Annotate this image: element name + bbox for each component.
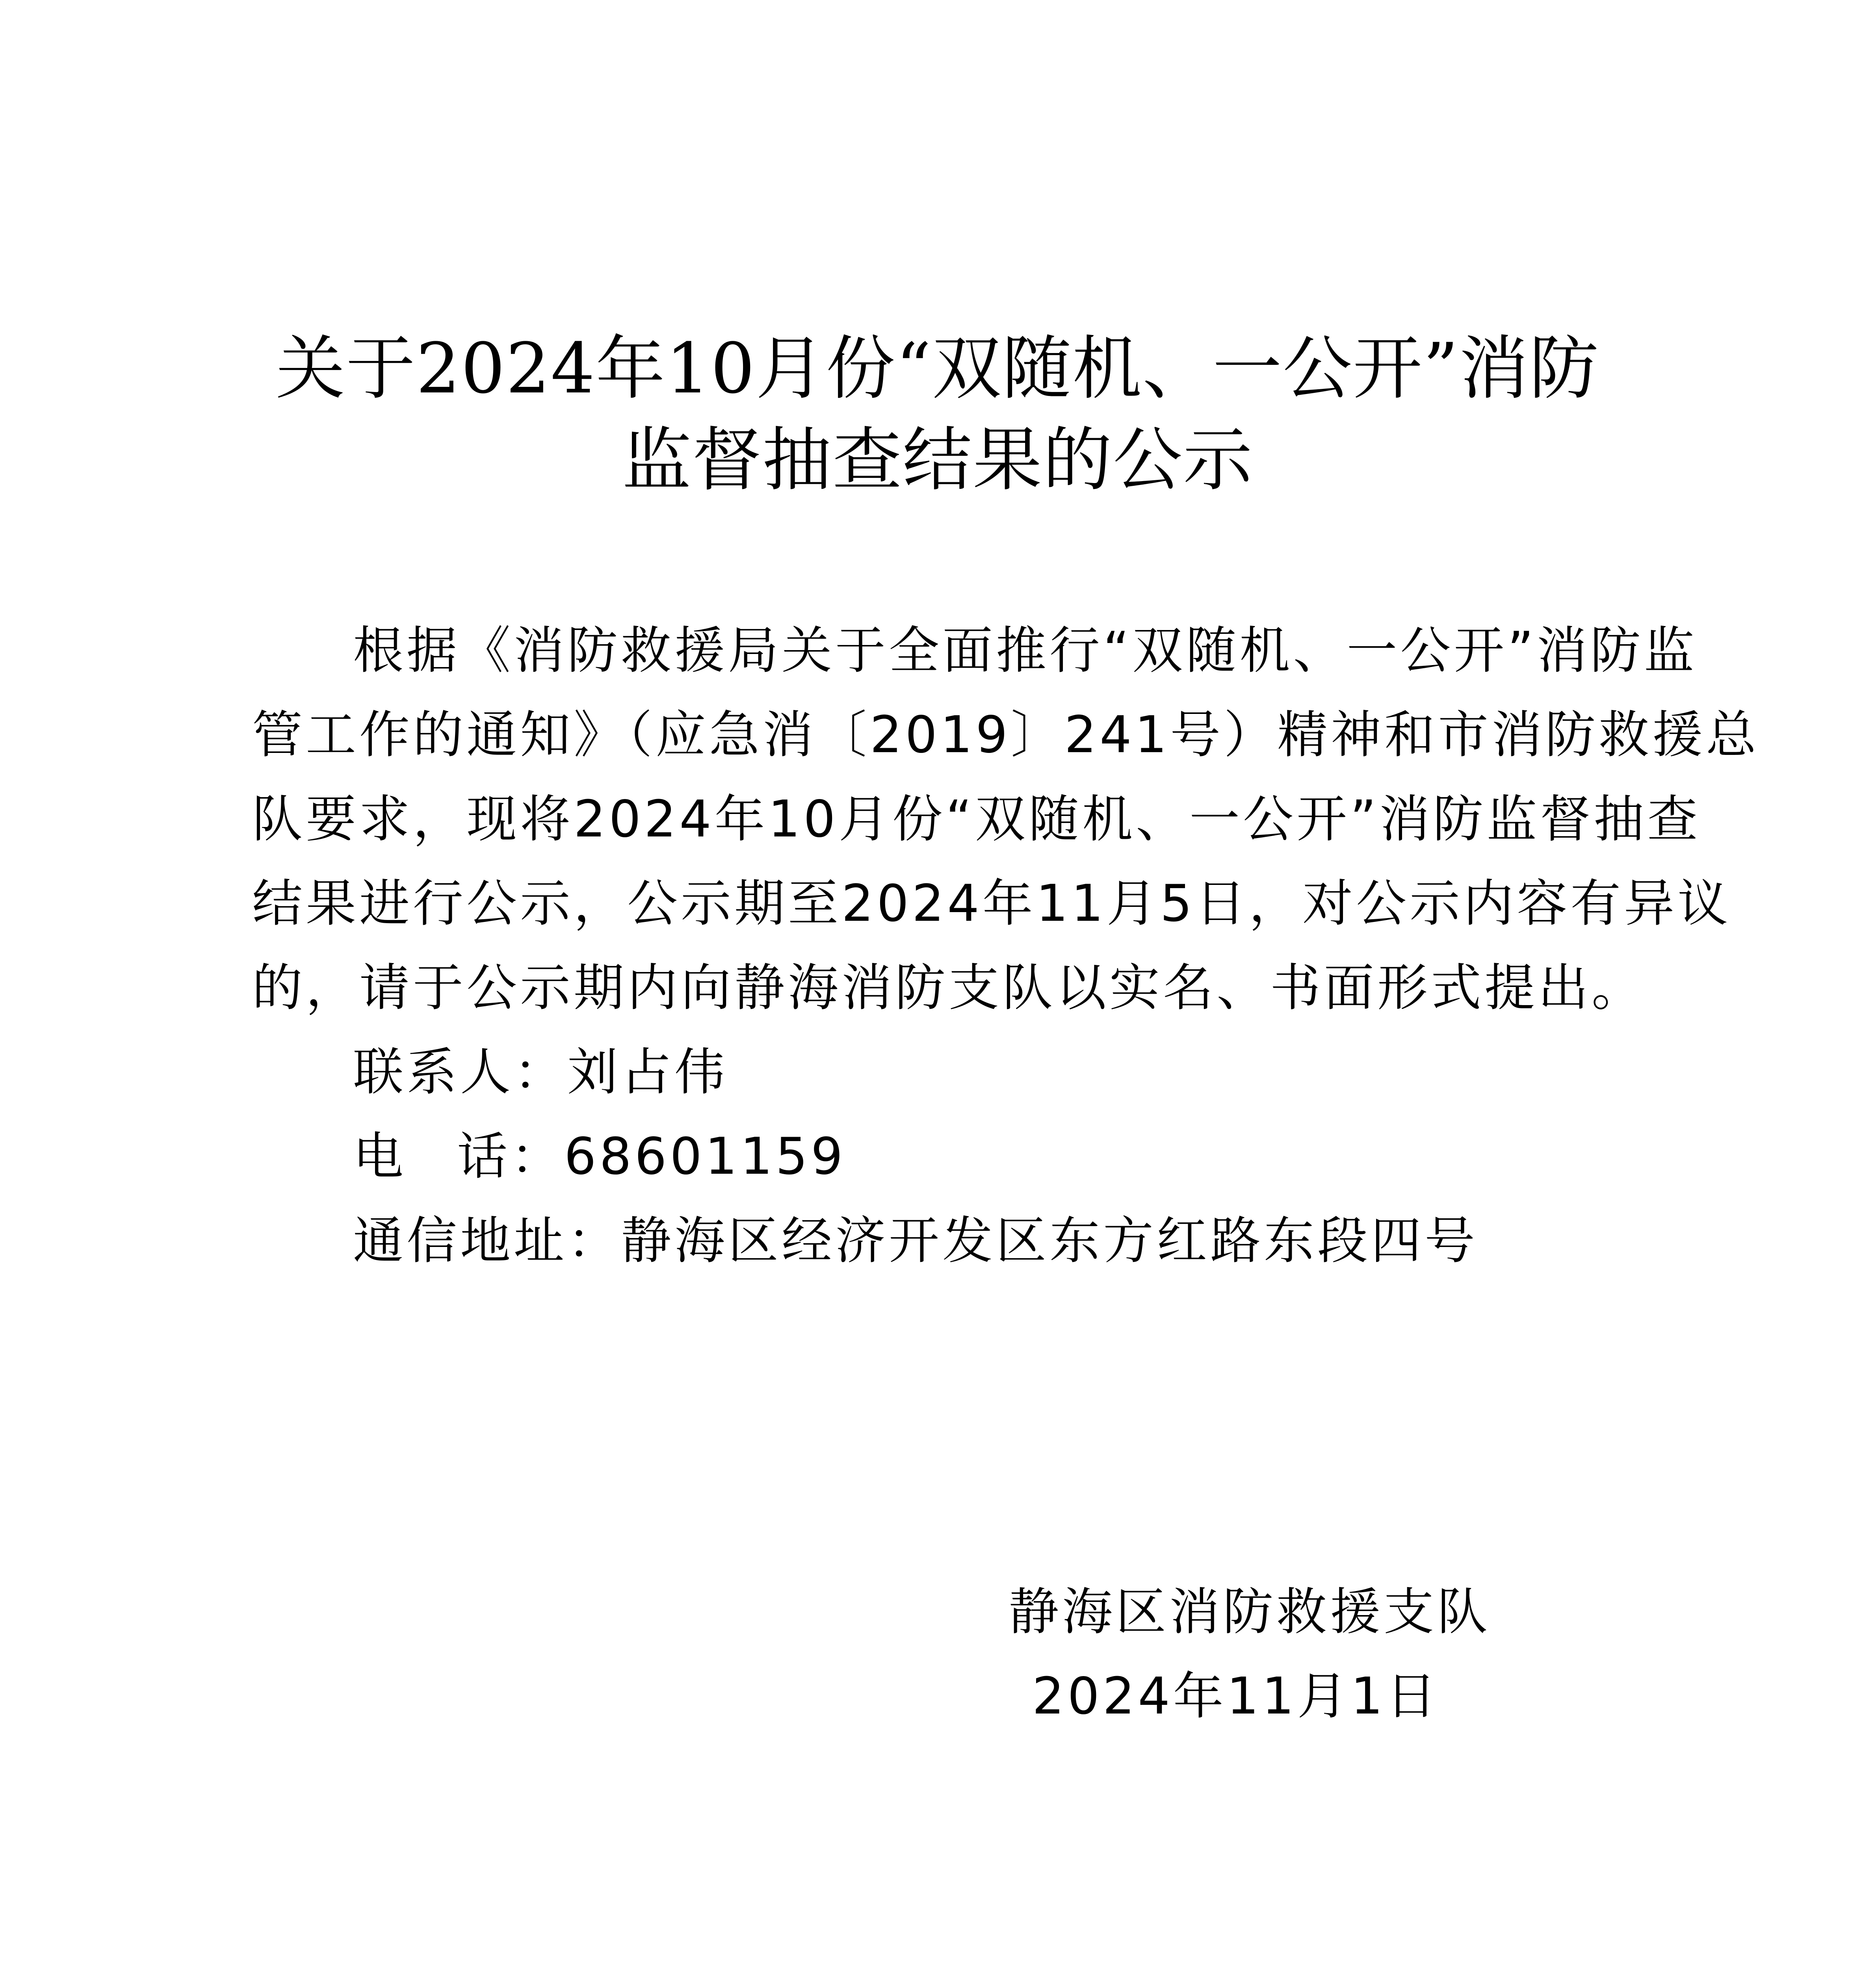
paragraph-line-3: 队要求，现将2024年10月份“双随机、一公开”消防监督抽查 [252,790,1701,849]
contact-person [252,1030,1631,1115]
paragraph-line-2: 管工作的通知》（应急消〔2019〕241号）精神和市消防救援总 [252,706,1760,764]
title-line-2: 监督抽查结果的公示 [622,420,1253,500]
contact-address-label: 通信地址： [353,1212,621,1270]
document-body [252,609,1760,1283]
paragraph-line-1: 根据《消防救援局关于全面推行“双随机、一公开”消防监 [353,621,1698,680]
signature-date: 2024年11月1日 [1032,1667,1440,1726]
contact-phone-label-b: 话： [457,1127,565,1186]
notice-paragraph [252,609,1760,1030]
signature-organization: 静海区消防救援支队 [1009,1583,1491,1641]
contact-phone-value: 68601159 [564,1127,846,1186]
paragraph-line-5: 的，请于公示期内向静海消防支队以实名、书面形式提出。 [252,959,1646,1017]
contact-address-value: 静海区经济开发区东方红路东段四号 [621,1212,1479,1270]
title-line-1: 关于2024年10月份“双随机、一公开”消防 [276,328,1599,409]
contact-address [252,1199,1631,1283]
contact-person-value: 刘占伟 [567,1043,728,1102]
contact-person-label: 联系人： [353,1043,568,1102]
signature-block [1009,1570,1560,1739]
contact-phone [252,1115,1631,1199]
document-title [221,323,1655,506]
paragraph-line-4: 结果进行公示，公示期至2024年11月5日，对公示内容有异议 [252,874,1731,933]
contact-phone-label-a: 电 [353,1127,407,1186]
